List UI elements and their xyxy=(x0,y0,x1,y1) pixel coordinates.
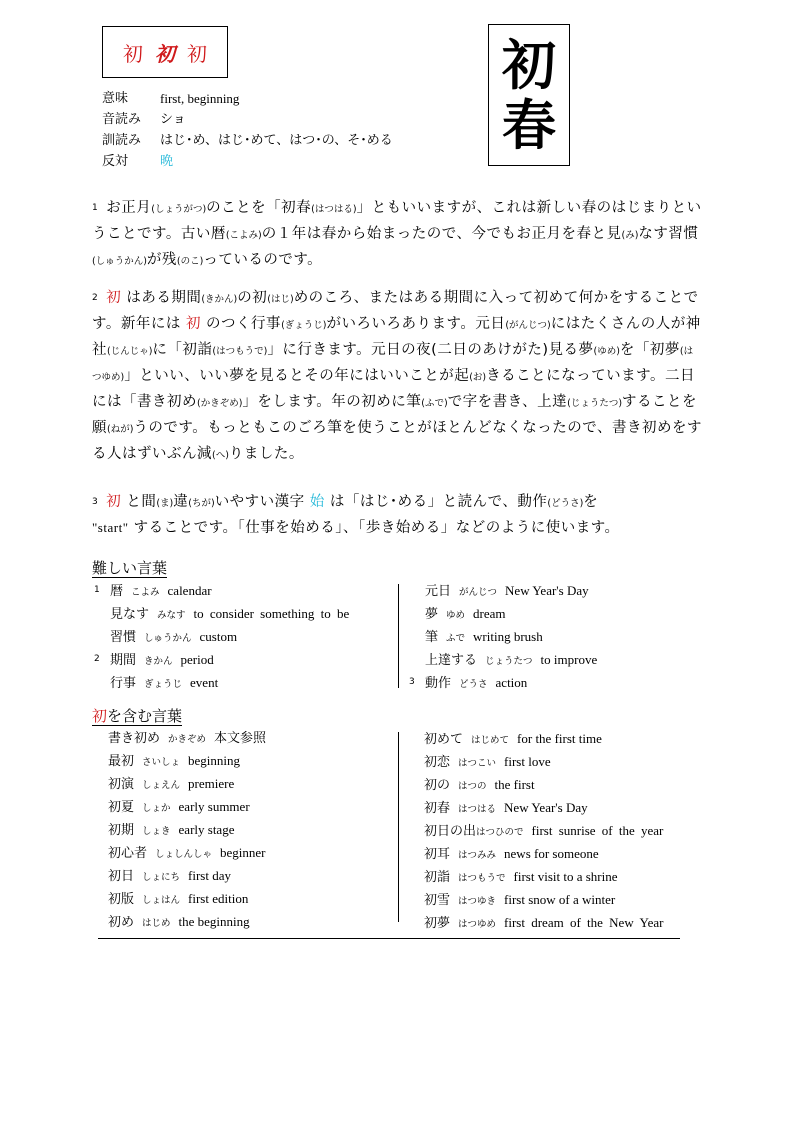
text: きることになっています。二日には「書き初め xyxy=(92,368,695,410)
vocab-word: 初期 xyxy=(108,823,135,838)
paragraph-2 xyxy=(92,286,702,468)
text: なす習慣 xyxy=(638,226,699,242)
vocab-meaning: to improve xyxy=(540,652,598,667)
text: 違 xyxy=(173,494,189,510)
vocab-word: 見なす xyxy=(110,607,150,622)
section-title-difficult-words: 難しい言葉 xyxy=(92,559,168,577)
vocab-meaning: 本文参照 xyxy=(214,731,267,746)
vocab-word: 最初 xyxy=(108,754,135,769)
vocab-word: 夢 xyxy=(425,607,439,622)
furigana: (ねが) xyxy=(107,424,134,435)
vocab-meaning: premiere xyxy=(188,776,235,791)
note-number: 1 xyxy=(94,585,100,595)
vocab-meaning: custom xyxy=(199,629,238,644)
vocab-meaning: first sunrise of the year xyxy=(531,823,664,838)
vocab-word: 初日 xyxy=(108,869,135,884)
info-row-on-reading xyxy=(102,109,393,130)
vocab-meaning: dream xyxy=(473,606,506,621)
vocab-reading: はつこい xyxy=(458,758,497,769)
text: することです。「仕事を始める」、「歩き始める」などのように使います。 xyxy=(128,520,620,536)
vocab-meaning: New Year's Day xyxy=(504,800,588,815)
vocab-meaning: first day xyxy=(188,868,231,883)
paragraph-1 xyxy=(92,196,702,274)
vocab-row xyxy=(409,580,597,603)
highlight-kanji: 初 xyxy=(106,290,122,306)
info-label: 反対 xyxy=(102,154,129,169)
note-number: 2 xyxy=(94,654,100,664)
furigana: (ちが) xyxy=(188,498,215,509)
vocab-word: 初耳 xyxy=(424,847,451,862)
vocab-word: 初め xyxy=(108,915,135,930)
vocab-reading: ふで xyxy=(446,633,466,644)
vocab-reading: はつひので xyxy=(476,827,524,838)
text: っているのです。 xyxy=(203,252,323,268)
furigana: (じょうたつ) xyxy=(567,398,623,409)
vocab-reading: はじめて xyxy=(471,735,510,746)
vocab-row xyxy=(94,580,349,603)
vocab-reading: ゆめ xyxy=(446,610,466,621)
text: 」ともいいますが、これは新しい春のはじまりということです。古い暦 xyxy=(92,200,702,242)
vocab-meaning: news for someone xyxy=(504,846,599,861)
furigana: (しょうがつ) xyxy=(151,204,207,215)
title-text: を含む言葉 xyxy=(107,707,183,725)
highlight-kanji: 初 xyxy=(185,316,201,332)
vocab-word: 習慣 xyxy=(110,630,137,645)
calligraphy-char-2: 春 xyxy=(502,93,556,157)
vocab-meaning: first dream of the New Year xyxy=(504,915,664,930)
vocab-reading: しゅうかん xyxy=(144,633,192,644)
info-row-meaning xyxy=(102,88,393,109)
furigana: (ぎょうじ) xyxy=(281,320,327,331)
text: のことを「初春 xyxy=(206,200,312,216)
vocab-row xyxy=(424,751,663,774)
vocab-row xyxy=(108,773,266,796)
vocab-reading: はつの xyxy=(458,781,487,792)
furigana: (はつゆめ) xyxy=(92,346,694,383)
vocab-word: 初心者 xyxy=(108,846,148,861)
english-word: "start" xyxy=(92,520,129,535)
text: 」をします。年の初めに筆 xyxy=(242,394,422,410)
highlight-kanji: 初 xyxy=(106,494,122,510)
vocab-row xyxy=(108,842,266,865)
vocab-reading: みなす xyxy=(157,610,186,621)
text: 」といい、いい夢を見るとその年にはいいことが起 xyxy=(124,368,470,384)
vocab-reading: しょえん xyxy=(142,780,181,791)
kanji-info-table xyxy=(102,88,393,172)
vocab-reading: はつもうで xyxy=(458,873,506,884)
vocab-reading: がんじつ xyxy=(459,587,498,598)
vocab-meaning: first visit to a shrine xyxy=(513,869,618,884)
furigana: (お) xyxy=(469,372,487,383)
furigana: (がんじつ) xyxy=(505,320,551,331)
text: を「初夢 xyxy=(619,342,680,358)
vocab-reading: しょしんしゃ xyxy=(155,849,213,860)
column-divider xyxy=(398,584,399,688)
vocab-meaning: first love xyxy=(504,754,551,769)
vocab-reading: はつみみ xyxy=(458,850,497,861)
vocab-meaning: to consider something to be xyxy=(193,606,350,621)
vocab-reading: どうさ xyxy=(459,679,488,690)
vocab-reading: しょか xyxy=(142,803,171,814)
text: が残 xyxy=(146,252,177,268)
vocab-word: 期間 xyxy=(110,653,137,668)
text: は「はじ･める」と読んで、動作 xyxy=(324,494,548,510)
furigana: (どうさ) xyxy=(547,498,584,509)
vocab-row xyxy=(409,626,597,649)
info-value: 晩 xyxy=(160,154,174,169)
vocab-word: 動作 xyxy=(425,676,452,691)
vocab-meaning: period xyxy=(180,652,214,667)
kanji-form-3: 初 xyxy=(187,41,207,66)
vocab-meaning: first edition xyxy=(188,891,249,906)
highlight-kanji: 始 xyxy=(309,494,325,510)
vocab-row xyxy=(424,843,663,866)
vocab-reading: かきぞめ xyxy=(168,734,207,745)
info-value: はじ･め、はじ･めて、はつ･の、そ･める xyxy=(160,133,393,148)
text: の初 xyxy=(237,290,268,306)
text: することを願 xyxy=(92,394,698,436)
info-label: 意味 xyxy=(102,91,129,106)
vocab-word: 上達する xyxy=(425,653,478,668)
text: めのころ、またはある期間に入って初めて何かをすることです。新年には xyxy=(92,290,699,332)
vocab-row xyxy=(94,672,349,695)
vocab-word: 初夢 xyxy=(424,916,451,931)
info-label: 音読み xyxy=(102,112,142,127)
text: のつく行事 xyxy=(200,316,282,332)
vocab-row xyxy=(424,797,663,820)
note-number: 3 xyxy=(409,677,415,687)
text: いやすい漢字 xyxy=(214,494,310,510)
furigana: (こよみ) xyxy=(225,230,262,241)
text: と間 xyxy=(121,494,157,510)
vocab-reading: ぎょうじ xyxy=(144,679,183,690)
related-words-left xyxy=(108,728,266,934)
vocab-row xyxy=(108,796,266,819)
furigana: (ふで) xyxy=(421,398,448,409)
title-highlight: 初 xyxy=(92,707,108,725)
furigana: (ゆめ) xyxy=(593,346,620,357)
calligraphy-char-1: 初 xyxy=(502,33,556,97)
paragraph-number: 2 xyxy=(92,293,99,303)
vocab-reading: きかん xyxy=(144,656,173,667)
vocab-word: 初夏 xyxy=(108,800,135,815)
text: の１年は春から始まったので、今でもお正月を春と見 xyxy=(261,226,622,242)
vocab-reading: じょうたつ xyxy=(485,656,533,667)
section-title-related-words xyxy=(92,707,182,726)
vocab-row xyxy=(94,649,349,672)
vocab-row xyxy=(108,819,266,842)
vocab-row xyxy=(108,911,266,934)
vocab-meaning: the first xyxy=(494,777,535,792)
text: に「初詣 xyxy=(152,342,213,358)
vocab-meaning: the beginning xyxy=(178,914,250,929)
vocab-word: 初日の出 xyxy=(424,824,477,839)
vocab-word: 初演 xyxy=(108,777,135,792)
vocab-reading: しょき xyxy=(142,826,171,837)
vocab-word: 行事 xyxy=(110,676,137,691)
vocab-word: 暦 xyxy=(110,584,124,599)
vocab-row xyxy=(424,774,663,797)
vocab-row xyxy=(94,603,349,626)
vocab-reading: はつゆめ xyxy=(458,919,497,930)
vocab-word: 初の xyxy=(424,778,451,793)
vocab-word: 初雪 xyxy=(424,893,451,908)
furigana: (へ) xyxy=(212,450,229,461)
vocab-row xyxy=(108,750,266,773)
vocab-word: 元日 xyxy=(425,584,452,599)
text: にはたくさんの人が神社 xyxy=(92,316,701,358)
vocab-meaning: first snow of a winter xyxy=(504,892,616,907)
vocab-row xyxy=(409,603,597,626)
furigana: (じんじゃ) xyxy=(107,346,153,357)
vocab-word: 初版 xyxy=(108,892,135,907)
info-value: first, beginning xyxy=(160,91,240,106)
furigana: (きかん) xyxy=(201,294,238,305)
text: うのです。もっともこのごろ筆を使うことがほとんどなくなったので、書き初めをする人はずいぶん減 xyxy=(92,420,702,462)
vocab-meaning: action xyxy=(495,675,528,690)
kanji-form-2: 初 xyxy=(155,41,175,66)
vocab-reading: こよみ xyxy=(131,587,160,598)
text: 」に行きます。元日の夜(二日のあけがた)見る夢 xyxy=(267,342,594,358)
furigana: (はじ) xyxy=(267,294,294,305)
vocab-meaning: writing brush xyxy=(473,629,543,644)
furigana: (はつもうで) xyxy=(212,346,268,357)
paragraph-number: 3 xyxy=(92,497,99,507)
difficult-words-left xyxy=(94,580,349,695)
vocab-reading: しょはん xyxy=(142,895,181,906)
vocab-row xyxy=(94,626,349,649)
text: で字を書き、上達 xyxy=(447,394,568,410)
vocab-reading: しょにち xyxy=(142,872,181,883)
vocab-word: 書き初め xyxy=(108,731,161,746)
column-divider xyxy=(398,732,399,922)
furigana: (しゅうかん) xyxy=(92,256,147,267)
vocab-row xyxy=(424,889,663,912)
info-label: 訓読み xyxy=(102,133,142,148)
vocab-reading: さいしょ xyxy=(142,757,181,768)
paragraph-number: 1 xyxy=(92,203,99,213)
furigana: (み) xyxy=(621,230,639,241)
vocab-row xyxy=(108,728,266,750)
paragraph-3 xyxy=(92,490,702,540)
info-value: ショ xyxy=(160,112,186,127)
vocab-meaning: beginner xyxy=(220,845,266,860)
text: りました。 xyxy=(228,446,304,462)
calligraphy-image xyxy=(488,24,570,166)
vocab-row xyxy=(424,728,663,751)
bottom-divider xyxy=(98,938,680,939)
info-row-kun-reading xyxy=(102,130,393,151)
furigana: (のこ) xyxy=(176,256,204,267)
vocab-word: 初めて xyxy=(424,732,464,747)
related-words-right xyxy=(424,728,663,935)
text: はある期間 xyxy=(121,290,202,306)
vocab-meaning: early summer xyxy=(178,799,250,814)
vocab-meaning: event xyxy=(190,675,219,690)
vocab-meaning: beginning xyxy=(188,753,241,768)
vocab-row xyxy=(409,649,597,672)
vocab-reading: はつゆき xyxy=(458,896,497,907)
vocab-row xyxy=(108,865,266,888)
vocab-row xyxy=(108,888,266,911)
vocab-row xyxy=(424,820,663,843)
vocab-row xyxy=(424,866,663,889)
difficult-words-right xyxy=(409,580,597,695)
vocab-reading: はつはる xyxy=(458,804,497,815)
furigana: (ま) xyxy=(156,498,174,509)
vocab-meaning: New Year's Day xyxy=(505,583,589,598)
text: お正月 xyxy=(106,200,152,216)
furigana: (はつはる) xyxy=(311,204,357,215)
text: がいろいろあります。元日 xyxy=(326,316,506,332)
vocab-row xyxy=(409,672,597,695)
vocab-row xyxy=(424,912,663,935)
vocab-word: 初詣 xyxy=(424,870,451,885)
vocab-word: 筆 xyxy=(425,630,439,645)
vocab-reading: はじめ xyxy=(142,918,171,929)
text: を xyxy=(583,494,599,510)
furigana: (かきぞめ) xyxy=(197,398,243,409)
vocab-word: 初恋 xyxy=(424,755,451,770)
vocab-meaning: early stage xyxy=(178,822,235,837)
vocab-word: 初春 xyxy=(424,801,451,816)
vocab-meaning: for the first time xyxy=(517,731,602,746)
kanji-form-1: 初 xyxy=(123,41,143,66)
info-row-opposite xyxy=(102,151,393,172)
kanji-forms-box xyxy=(102,26,228,78)
vocab-meaning: calendar xyxy=(167,583,212,598)
